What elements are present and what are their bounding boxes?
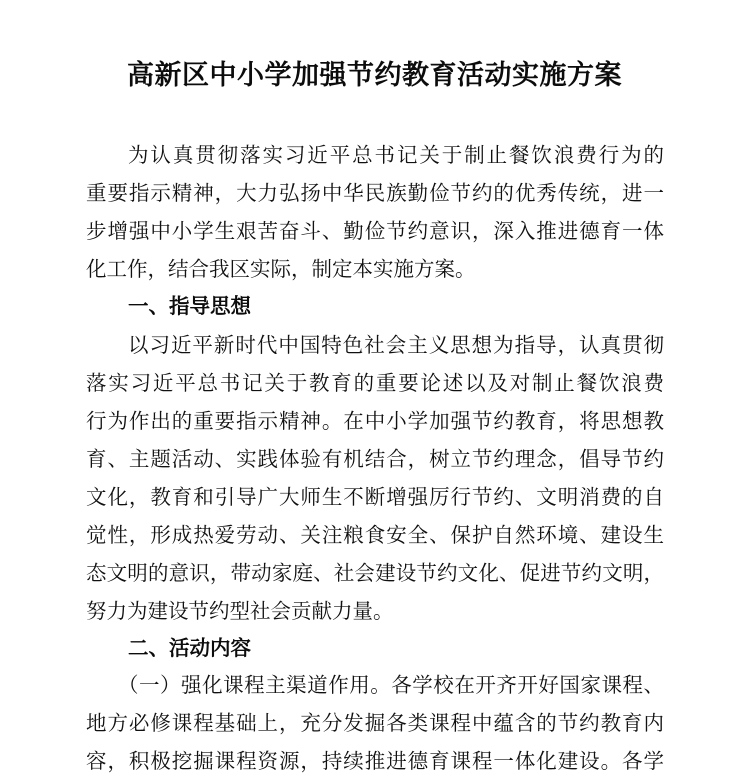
- paragraph-line: 育、主题活动、实践体验有机结合，树立节约理念，倡导节约: [86, 447, 664, 471]
- paragraph-line: 努力为建设节约型社会贡献力量。: [86, 599, 394, 623]
- paragraph-line: 觉性，形成热爱劳动、关注粮食安全、保护自然环境、建设生: [86, 523, 664, 547]
- intro-line: 步增强中小学生艰苦奋斗、勤俭节约意识，深入推进德育一体: [86, 219, 664, 243]
- paragraph-line: 容，积极挖掘课程资源，持续推进德育课程一体化建设。各学: [86, 749, 664, 773]
- document-title: 高新区中小学加强节约教育活动实施方案: [127, 60, 622, 91]
- intro-line: 为认真贯彻落实习近平总书记关于制止餐饮浪费行为的: [128, 143, 664, 167]
- paragraph-line: （一）强化课程主渠道作用。各学校在开齐开好国家课程、: [118, 673, 664, 697]
- paragraph-line: 行为作出的重要指示精神。在中小学加强节约教育，将思想教: [86, 409, 664, 433]
- paragraph-line: 文化，教育和引导广大师生不断增强厉行节约、文明消费的自: [86, 485, 664, 509]
- section-heading-activity-content: 二、活动内容: [128, 636, 251, 660]
- section-heading-guiding-ideology: 一、指导思想: [128, 294, 251, 318]
- paragraph-line: 地方必修课程基础上，充分发掘各类课程中蕴含的节约教育内: [86, 711, 664, 735]
- paragraph-line: 以习近平新时代中国特色社会主义思想为指导，认真贯彻: [128, 333, 664, 357]
- paragraph-line: 落实习近平总书记关于教育的重要论述以及对制止餐饮浪费: [86, 371, 664, 395]
- paragraph-line: 态文明的意识，带动家庭、社会建设节约文化、促进节约文明，: [86, 561, 664, 585]
- intro-line: 重要指示精神，大力弘扬中华民族勤俭节约的优秀传统，进一: [86, 181, 664, 205]
- intro-line: 化工作，结合我区实际，制定本实施方案。: [86, 257, 476, 281]
